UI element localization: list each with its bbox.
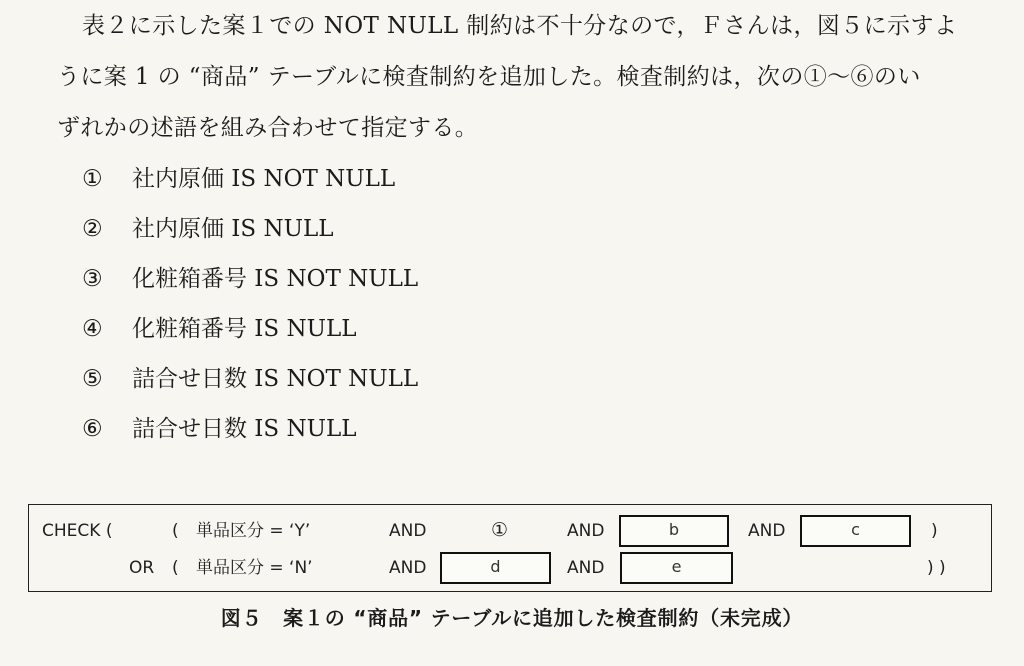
- item-number: ④: [82, 316, 103, 342]
- predicate-ref-1: ①: [491, 519, 509, 541]
- predicate-item-6: [82, 414, 357, 444]
- open-paren: (: [172, 558, 179, 578]
- blank-e: e: [620, 552, 733, 584]
- paragraph-line-3: ずれかの述語を組み合わせて指定する。: [57, 115, 479, 141]
- predicate-item-3: [82, 264, 418, 294]
- item-number: ⑥: [82, 416, 103, 442]
- close-parens: ) ): [927, 558, 946, 578]
- item-number: ⑤: [82, 366, 103, 392]
- blank-d: d: [440, 552, 551, 584]
- and-keyword: AND: [748, 521, 786, 541]
- item-text: 社内原価 IS NOT NULL: [132, 166, 396, 192]
- and-keyword: AND: [389, 521, 427, 541]
- blank-c: c: [800, 515, 911, 547]
- predicate-item-1: [82, 164, 395, 194]
- item-number: ②: [82, 216, 103, 242]
- item-text: 化粧箱番号 IS NULL: [132, 316, 357, 342]
- close-paren: ): [931, 521, 938, 541]
- predicate-item-4: [82, 314, 357, 344]
- paragraph-line-2: うに案 1 の “商品” テーブルに検査制約を追加した。検査制約は，次の①～⑥のい: [57, 64, 921, 90]
- open-paren: (: [172, 521, 179, 541]
- paragraph-line-1: 表２に示した案１での NOT NULL 制約は不十分なので，Ｆさんは，図５に示すよ: [82, 13, 958, 39]
- check-keyword: CHECK (: [42, 521, 113, 541]
- and-keyword: AND: [389, 558, 427, 578]
- predicate-item-5: [82, 364, 418, 394]
- item-text: 化粧箱番号 IS NOT NULL: [132, 266, 419, 292]
- condition-tanpin-y: 単品区分 = ‘Y’: [196, 521, 311, 541]
- or-keyword: OR: [129, 558, 155, 578]
- item-number: ③: [82, 266, 103, 292]
- item-text: 詰合せ日数 IS NULL: [132, 416, 357, 442]
- figure-caption: 図５ 案１の “商品” テーブルに追加した検査制約（未完成）: [220, 606, 804, 630]
- and-keyword: AND: [567, 558, 605, 578]
- and-keyword: AND: [567, 521, 605, 541]
- condition-tanpin-n: 単品区分 = ‘N’: [196, 558, 313, 578]
- blank-b: b: [619, 515, 729, 547]
- item-text: 社内原価 IS NULL: [132, 216, 334, 242]
- item-text: 詰合せ日数 IS NOT NULL: [132, 366, 419, 392]
- item-number: ①: [82, 166, 103, 192]
- predicate-item-2: [82, 214, 334, 244]
